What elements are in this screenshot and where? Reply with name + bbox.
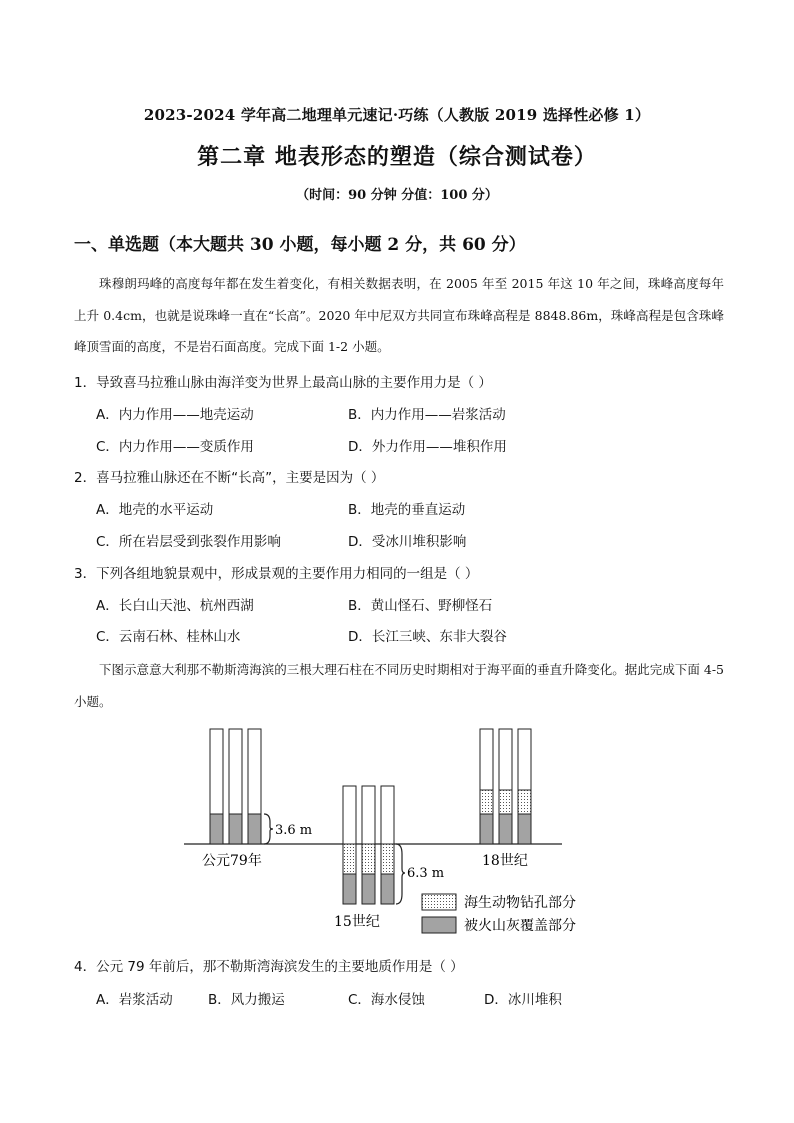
era-label-18c: 18世纪 <box>482 853 528 869</box>
passage-everest: 珠穆朗玛峰的高度每年都在发生着变化，有相关数据表明，在 2005 年至 2015 年这 10 年之间，珠峰高度每年上升 0.4cm，也就是说珠峰一直在“长高”。2020 年中尼双方共同宣布珠峰高程是 8848.86m，珠峰高程是包含珠峰峰顶雪面的高度，不是岩石面高度。完成下面 1-2 小题。 <box>74 276 724 354</box>
passage-naples: 下图示意意大利那不勒斯湾海滨的三根大理石柱在不同历史时期相对于海平面的垂直升降变化。据此完成下面 4-5 小题。 <box>74 662 724 709</box>
height-label-79: 3.6 m <box>275 823 313 838</box>
height-brace <box>396 844 405 904</box>
pillars-79ad <box>202 729 312 869</box>
question-4-option-a[interactable]: A．岩浆活动 <box>96 992 173 1008</box>
question-2-stem: 2．喜马拉雅山脉还在不断“长高”，主要是因为（ ） <box>74 470 385 486</box>
pillar <box>362 786 375 844</box>
bored-section <box>499 790 512 814</box>
height-brace <box>264 814 273 844</box>
question-1-option-a[interactable]: A．内力作用——地壳运动 <box>96 407 254 423</box>
pillar <box>480 729 493 790</box>
pillar <box>210 729 223 814</box>
pillar <box>381 786 394 844</box>
question-1-stem: 1．导致喜马拉雅山脉由海洋变为世界上最高山脉的主要作用力是（ ） <box>74 375 492 391</box>
exam-meta: （时间：90 分钟 分值：100 分） <box>296 188 498 203</box>
question-3-option-c[interactable]: C．云南石林、桂林山水 <box>96 629 241 645</box>
question-1-option-b[interactable]: B．内力作用——岩浆活动 <box>348 407 506 423</box>
pillar <box>248 729 261 814</box>
question-2-option-b[interactable]: B．地壳的垂直运动 <box>348 502 466 518</box>
series-title: 2023-2024 学年高二地理单元速记·巧练（人教版 2019 选择性必修 1） <box>143 106 651 124</box>
pillar-figure <box>184 720 604 942</box>
question-4-option-d[interactable]: D．冰川堆积 <box>484 992 562 1008</box>
pillar <box>499 729 512 790</box>
bored-section <box>518 790 531 814</box>
ash-section <box>343 874 356 904</box>
question-3-stem: 3．下列各组地貌景观中，形成景观的主要作用力相同的一组是（ ） <box>74 566 479 582</box>
bored-section <box>343 844 356 874</box>
legend-swatch-ash <box>422 917 456 933</box>
pillar <box>343 786 356 844</box>
question-2-option-d[interactable]: D．受冰川堆积影响 <box>348 534 467 550</box>
bored-section <box>480 790 493 814</box>
question-4-stem: 4．公元 79 年前后，那不勒斯湾海滨发生的主要地质作用是（ ） <box>74 959 464 975</box>
chapter-title: 第二章 地表形态的塑造（综合测试卷） <box>197 144 597 170</box>
ash-section <box>480 814 493 844</box>
bored-section <box>381 844 394 874</box>
question-2-option-c[interactable]: C．所在岩层受到张裂作用影响 <box>96 534 281 550</box>
legend-swatch-bored <box>422 894 456 910</box>
figure-legend <box>422 894 576 934</box>
question-1-option-c[interactable]: C．内力作用——变质作用 <box>96 439 254 455</box>
question-3-option-a[interactable]: A．长白山天池、杭州西湖 <box>96 598 254 614</box>
question-3-option-b[interactable]: B．黄山怪石、野柳怪石 <box>348 598 493 614</box>
era-label-79: 公元79年 <box>202 853 262 869</box>
height-label-15c: 6.3 m <box>407 866 445 881</box>
question-1-option-d[interactable]: D．外力作用——堆积作用 <box>348 439 507 455</box>
pillar <box>229 729 242 814</box>
section-title: 一、单选题（本大题共 30 小题，每小题 2 分，共 60 分） <box>74 235 526 255</box>
question-2-option-a[interactable]: A．地壳的水平运动 <box>96 502 214 518</box>
pillar <box>518 729 531 790</box>
legend-label-ash: 被火山灰覆盖部分 <box>464 918 576 934</box>
ash-section <box>381 874 394 904</box>
ash-section <box>362 874 375 904</box>
ash-section <box>210 814 223 844</box>
question-4-option-b[interactable]: B．风力搬运 <box>208 992 285 1008</box>
legend-label-bored: 海生动物钻孔部分 <box>464 895 576 911</box>
ash-section <box>248 814 261 844</box>
era-label-15c: 15世纪 <box>334 914 380 930</box>
ash-section <box>499 814 512 844</box>
ash-section <box>518 814 531 844</box>
ash-section <box>229 814 242 844</box>
bored-section <box>362 844 375 874</box>
question-3-option-d[interactable]: D．长江三峡、东非大裂谷 <box>348 629 507 645</box>
pillars-18c <box>480 729 531 869</box>
question-4-option-c[interactable]: C．海水侵蚀 <box>348 992 425 1008</box>
